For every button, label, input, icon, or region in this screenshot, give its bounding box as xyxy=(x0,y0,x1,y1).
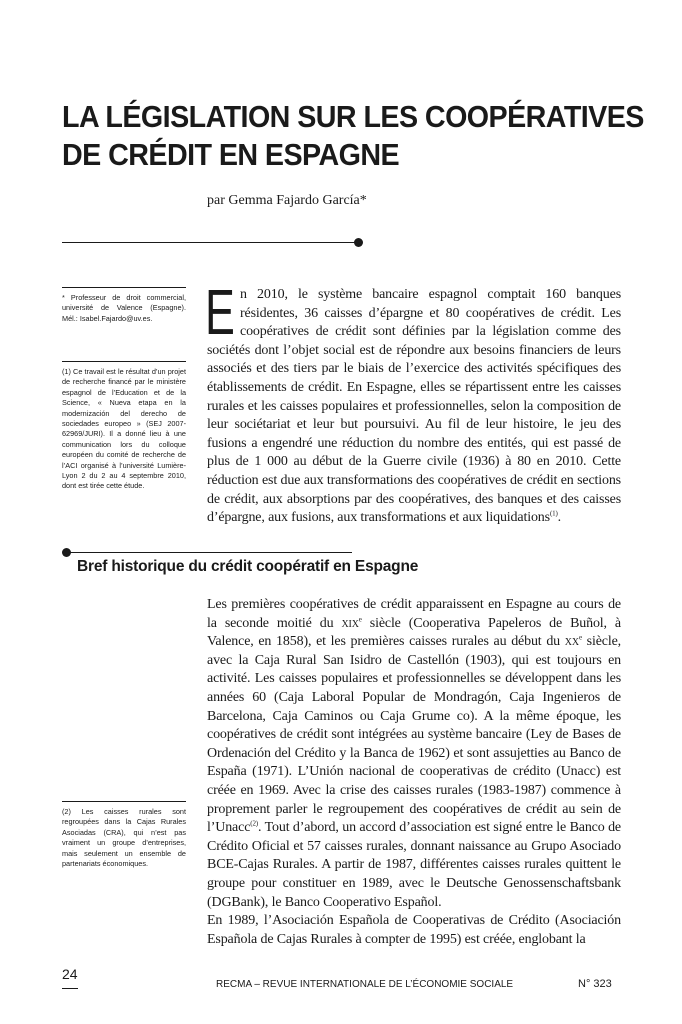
section-paragraph-1: Les premières coopératives de crédit apparaissent en Espagne au cours de la seconde moitié du xix$^e$ siècle (Cooperativa Papeleros de Buñol, à Valence, en 1858), et les premières caisses rurales au début du $xx^e$ siècle, avec la Caja Rural San Isidro de Castellón (1903), qui est toujours en activité. Les caisses populaires et professionnelles se développent dans les années 60 (Caja Laboral Popular de Mondragón, Caja Ingenieros de Barcelona, Caja Caminos ou Caja Grume co). A la même époque, les coopératives de crédit sont intégrées au système bancaire (Ley de Bases de Ordenación del Crédito y la Banca de 1962) et sont assujetties au Banco de España (1971). L’Unión nacional de cooperativas de crédito (Unacc) est créée en 1969. Avec la crise des caisses rurales (1983-1987) commence à proprement parler le regroupement des coopératives de crédit au sein de l’Unacc$^{(2)}$. Tout d’abord, un accord d’association est signé entre le Banco de Crédito Oficial et 57 caisses rurales, donnant naissance au Grupo Asociado BCE-Cajas Rurales. A partir de 1987, différentes caisses rurales quittent le groupe pour constituer en 1989, avec le Deutsche Genossenschaftsbank (DGBank), le Banco Cooperativo Español. xyxy=(207,597,621,910)
section-body xyxy=(207,596,621,949)
page-number-underline xyxy=(62,988,78,989)
journal-name: RECMA – REVUE INTERNATIONALE DE L’ÉCONOMIE SOCIALE xyxy=(216,979,514,990)
header-rule-dot xyxy=(354,238,363,247)
section-rule xyxy=(66,552,352,553)
author-footnote-text: * Professeur de droit commercial, université de Valence (Espagne). Mél.: Isabel.Fajardo@uv.es. xyxy=(62,293,186,323)
header-rule xyxy=(62,242,356,243)
section-paragraph-2: En 1989, l’Asociación Española de Cooperativas de Crédito (Asociación Española de Cajas Rurales à compter de 1995) est créée, englobant la xyxy=(207,913,621,947)
footnote-1-text: (1) Ce travail est le résultat d’un projet de recherche financé par le ministère espagnol de l’Education et de la Science, « Nueva etapa en la modernización del derecho de sociedades europeo » (SEJ 2007-62969/JURI). Il a donné lieu à une communication lors du colloque européen du comité de recherche de l’ACI organisé à l’université Lumière-Lyon 2 du 2 au 4 septembre 2010, dont est tirée cette étude. xyxy=(62,367,186,491)
footnote-2 xyxy=(62,801,186,869)
article-title xyxy=(62,98,644,174)
issue-number: N° 323 xyxy=(578,978,612,990)
intro-paragraph: En 2010, le système bancaire espagnol comptait 160 banques résidentes, 36 caisses d’épargne et 80 coopératives de crédit. Les coopératives de crédit sont définies par la législation comme des sociétés dont l’objet social est de répondre aux besoins financiers de leurs associés et des tiers par le biais de l’exercice des activités spécifiques des établissements de crédit. En Espagne, elles se répartissent entre les caisses rurales et les caisses populaires et professionnelles, selon la composition de leur sociétariat et leur but poursuivi. Au fil de leur histoire, le jeu des fusions a engendré une réduction du nombre des entités, qui est passé de plus de 1 000 au début de la Guerre civile (1936) à 80 en 2010. Cette réduction est due aux transformations des coopératives de crédit en sections de crédit, aux absorptions par des coopératives, des banques et des caisses d’épargne, aux fusions, aux transformations et aux liquidations$^{(1)}$. xyxy=(205,276,621,526)
footnote-2-text: (2) Les caisses rurales sont regroupées dans la Cajas Rurales Asociadas (CRA), qui n’est pas vraiment un groupe d’entreprises, mais seulement un ensemble de partenariats économiques. xyxy=(62,807,186,869)
footnote-ref-1[interactable]: (1) xyxy=(549,509,558,518)
drop-cap: E xyxy=(205,276,235,348)
page-number: 24 xyxy=(62,966,78,982)
section-heading: Bref historique du crédit coopératif en Espagne xyxy=(77,558,419,575)
intro-text: n 2010, le système bancaire espagnol comptait 160 banques résidentes, 36 caisses d’épargne et 80 coopératives de crédit. Les coopératives de crédit sont définies par la législation comme des sociétés dont l’objet social est de répondre aux besoins financiers de leurs associés et des tiers par le biais de l’exercice des activités spécifiques des établissements de crédit. En Espagne, elles se répartissent entre les caisses rurales et les caisses populaires et professionnelles, selon la composition de leur sociétariat et leur but poursuivi. Au fil de leur histoire, le jeu des fusions a engendré une réduction du nombre des entités, qui est passé de plus de 1 000 au début de la Guerre civile (1936) à 80 en 2010. Cette réduction est due aux transformations des coopératives de crédit en sections de crédit, aux absorptions par des coopératives, des banques et des caisses d’épargne, aux fusions, aux transformations et aux liquidations xyxy=(207,287,621,526)
footnote-ref-2[interactable]: (2) xyxy=(250,819,258,828)
title-line-2: DE CRÉDIT EN ESPAGNE xyxy=(62,138,400,172)
title-line-1: LA LÉGISLATION SUR LES COOPÉRATIVES xyxy=(62,100,644,134)
author-byline: par Gemma Fajardo García* xyxy=(207,193,367,208)
footnote-1 xyxy=(62,361,186,492)
author-footnote xyxy=(62,287,186,324)
